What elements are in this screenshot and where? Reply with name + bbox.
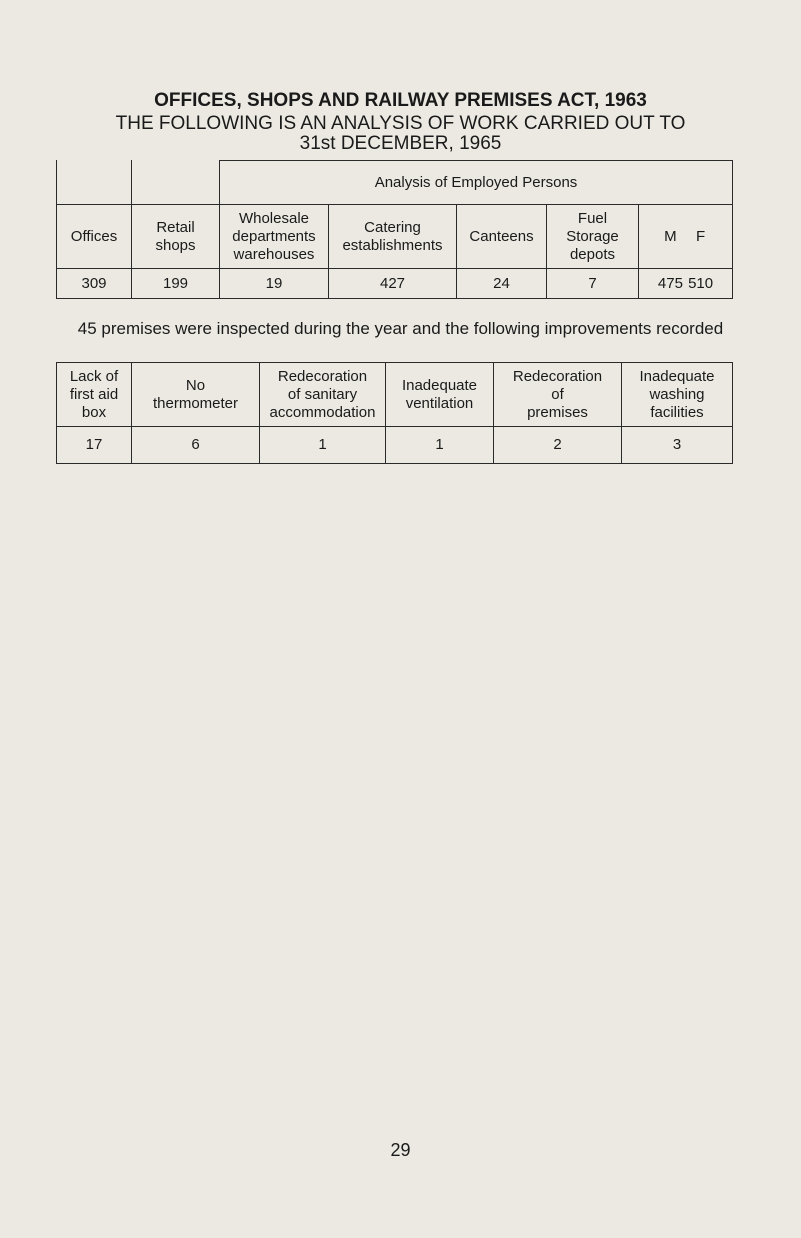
value-thermometer: 6 — [132, 427, 260, 464]
value-ventilation: 1 — [386, 427, 494, 464]
header-male-female — [639, 205, 733, 269]
value-fuel-storage: 7 — [547, 269, 639, 299]
document-subtitle-date: 31st DECEMBER, 1965 — [299, 133, 502, 154]
table-row — [57, 427, 733, 464]
table-header-row — [57, 205, 733, 269]
value-male-female — [639, 269, 733, 299]
header-canteens: Canteens — [457, 205, 547, 269]
value-canteens: 24 — [457, 269, 547, 299]
inspection-summary: 45 premises were inspected during the year and the following improvements recorded — [77, 319, 724, 338]
header-washing-facilities: Inadequate washing facilities — [622, 363, 733, 427]
value-offices: 309 — [57, 269, 132, 299]
value-catering: 427 — [329, 269, 457, 299]
blank-header-cell — [57, 161, 132, 205]
header-offices: Offices — [57, 205, 132, 269]
value-washing-facilities: 3 — [622, 427, 733, 464]
value-female: 510 — [688, 274, 714, 292]
header-catering: Catering establishments — [329, 205, 457, 269]
header-redecoration-sanitary: Redecoration of sanitary accommodation — [260, 363, 386, 427]
employed-persons-group-header: Analysis of Employed Persons — [220, 161, 733, 205]
header-retail-shops: Retail shops — [132, 205, 220, 269]
value-first-aid: 17 — [57, 427, 132, 464]
header-thermometer: No thermometer — [132, 363, 260, 427]
header-first-aid: Lack of first aid box — [57, 363, 132, 427]
table-row — [57, 269, 733, 299]
header-male: M — [664, 227, 677, 245]
value-redecoration-premises: 2 — [494, 427, 622, 464]
value-wholesale: 19 — [220, 269, 329, 299]
header-ventilation: Inadequate ventilation — [386, 363, 494, 427]
value-redecoration-sanitary: 1 — [260, 427, 386, 464]
value-retail-shops: 199 — [132, 269, 220, 299]
blank-header-cell — [132, 161, 220, 205]
page-number: 29 — [390, 1140, 411, 1160]
improvements-table — [56, 362, 733, 464]
header-wholesale: Wholesale departments warehouses — [220, 205, 329, 269]
table-header-row — [57, 363, 733, 427]
header-female: F — [696, 227, 706, 245]
document-subtitle-line-1: THE FOLLOWING IS AN ANALYSIS OF WORK CARRIED OUT TO — [115, 113, 686, 134]
header-fuel-storage: Fuel Storage depots — [547, 205, 639, 269]
table-header-row-group — [57, 161, 733, 205]
header-redecoration-premises: Redecoration of premises — [494, 363, 622, 427]
document-title: OFFICES, SHOPS AND RAILWAY PREMISES ACT, 1963 — [154, 90, 647, 111]
value-male: 475 — [657, 274, 683, 292]
premises-analysis-table — [56, 160, 733, 299]
